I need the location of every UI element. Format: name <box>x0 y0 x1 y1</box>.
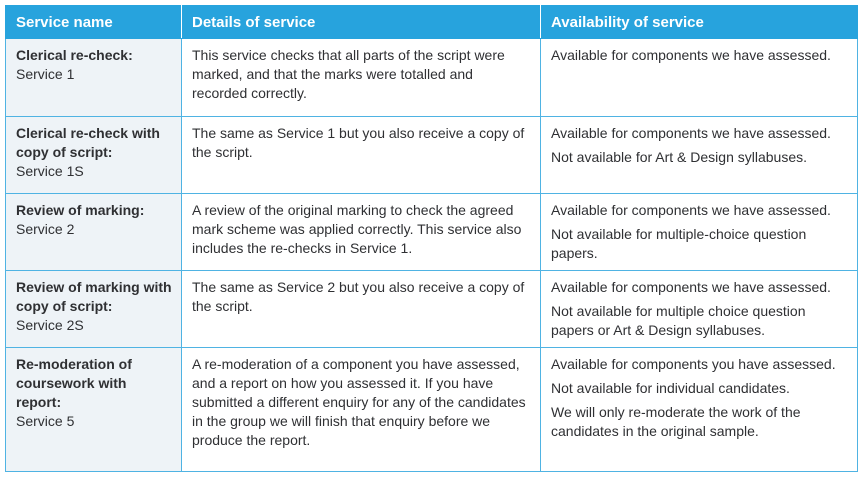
service-code: Service 5 <box>16 413 75 429</box>
table-row <box>6 271 858 348</box>
service-title: Clerical re-check with copy of script: <box>16 125 160 160</box>
service-name-cell <box>6 117 182 194</box>
table-row <box>6 194 858 271</box>
service-availability <box>541 271 858 348</box>
availability-line: Not available for multiple choice question papers or Art & Design syllabuses. <box>551 303 806 338</box>
service-details: The same as Service 1 but you also receive a copy of the script. <box>182 117 541 194</box>
availability-line: Available for components we have assessed. <box>551 125 831 141</box>
service-name-cell <box>6 348 182 472</box>
service-availability <box>541 348 858 472</box>
service-code: Service 2 <box>16 221 75 237</box>
service-details: A re-moderation of a component you have assessed, and a report on how you assessed it. If you have submitted a different enquiry for any of the candidates in the group we will finish that enquiry before we produce the report. <box>182 348 541 472</box>
service-code: Service 2S <box>16 317 84 333</box>
availability-line: Not available for individual candidates. <box>551 380 790 396</box>
service-title: Review of marking: <box>16 202 145 218</box>
availability-line: Not available for multiple-choice question papers. <box>551 226 807 261</box>
availability-line: We will only re-moderate the work of the candidates in the original sample. <box>551 404 801 439</box>
service-availability <box>541 194 858 271</box>
service-availability <box>541 117 858 194</box>
service-details: The same as Service 2 but you also receive a copy of the script. <box>182 271 541 348</box>
service-details: This service checks that all parts of the script were marked, and that the marks were totalled and recorded correctly. <box>182 39 541 117</box>
header-details: Details of service <box>182 6 541 39</box>
availability-line: Available for components we have assessed. <box>551 47 831 63</box>
availability-line: Not available for Art & Design syllabuses. <box>551 149 808 165</box>
service-name-cell <box>6 39 182 117</box>
availability-line: Available for components you have assessed. <box>551 356 836 372</box>
header-service-name: Service name <box>6 6 182 39</box>
table-row <box>6 117 858 194</box>
service-title: Re-moderation of coursework with report: <box>16 356 132 410</box>
table-row <box>6 39 858 117</box>
services-table-container <box>5 5 857 472</box>
service-title: Clerical re-check: <box>16 47 133 63</box>
availability-line: Available for components we have assessed. <box>551 202 831 218</box>
service-name-cell <box>6 194 182 271</box>
availability-line: Available for components we have assessed. <box>551 279 831 295</box>
header-availability: Availability of service <box>541 6 858 39</box>
table-row <box>6 348 858 472</box>
service-code: Service 1 <box>16 66 75 82</box>
header-row <box>6 6 858 39</box>
service-availability <box>541 39 858 117</box>
service-code: Service 1S <box>16 163 84 179</box>
services-table <box>5 5 858 472</box>
service-title: Review of marking with copy of script: <box>16 279 172 314</box>
service-name-cell <box>6 271 182 348</box>
service-details: A review of the original marking to check the agreed mark scheme was applied correctly. This service also includes the re-checks in Service 1. <box>182 194 541 271</box>
